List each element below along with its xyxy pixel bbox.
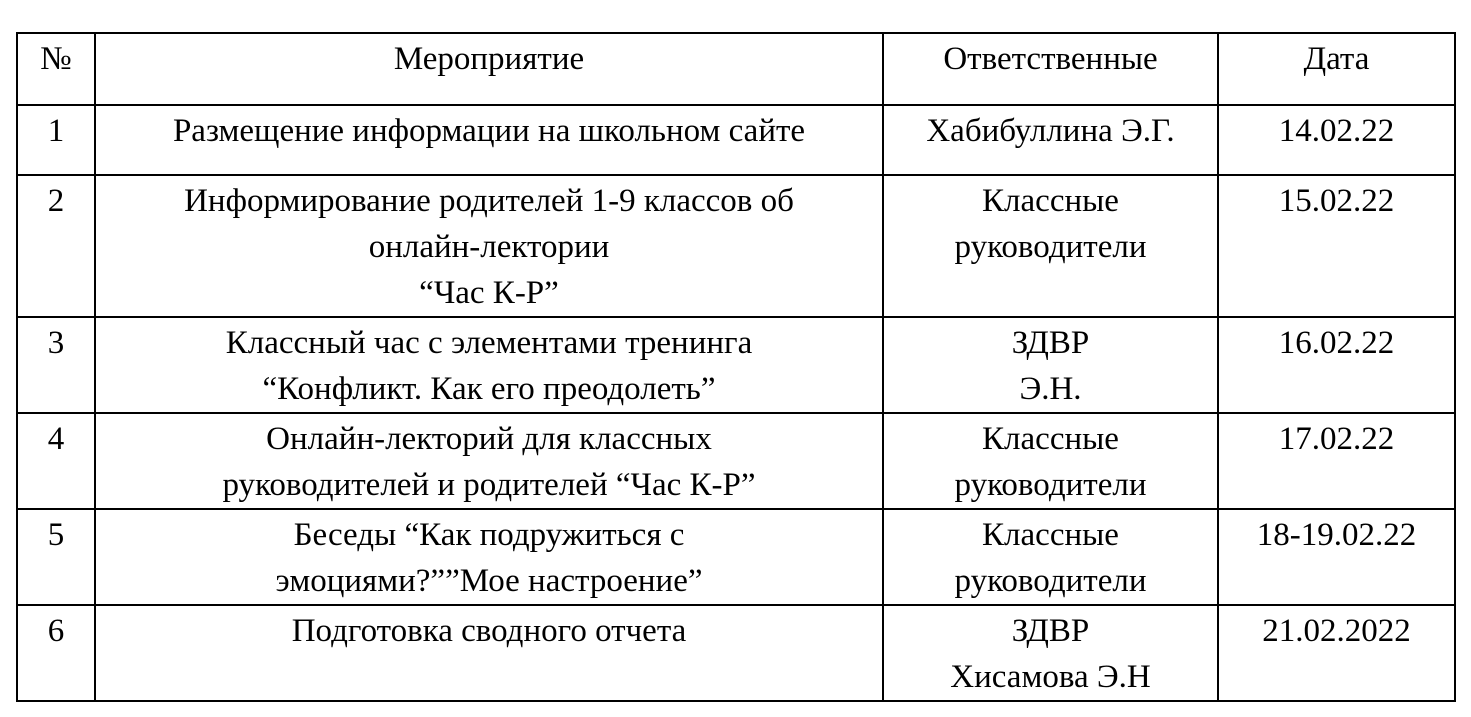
responsible-line: ЗДВР <box>1011 613 1090 649</box>
table-row <box>17 175 1455 317</box>
responsible-line: руководители <box>954 467 1147 503</box>
row-number: 6 <box>17 605 95 701</box>
row-date: 21.02.2022 <box>1218 605 1455 701</box>
responsible-line: Классные <box>982 421 1119 457</box>
row-date: 14.02.22 <box>1218 105 1455 175</box>
table-header-row <box>17 33 1455 105</box>
event-line: Беседы “Как подружиться с <box>293 517 685 553</box>
event-line: эмоциями?””Мое настроение” <box>275 563 703 599</box>
event-line: Размещение информации на школьном сайте <box>172 113 806 149</box>
events-table <box>16 32 1456 702</box>
row-event <box>95 317 883 413</box>
row-number: 5 <box>17 509 95 605</box>
event-line: “Час К-Р” <box>419 275 559 311</box>
row-date: 15.02.22 <box>1218 175 1455 317</box>
row-responsible <box>883 605 1218 701</box>
row-responsible <box>883 317 1218 413</box>
table-row <box>17 509 1455 605</box>
table-row <box>17 413 1455 509</box>
event-line: Классный час с элементами тренинга <box>225 325 753 361</box>
responsible-line: Классные <box>982 517 1119 553</box>
header-event: Мероприятие <box>95 33 883 105</box>
responsible-line: Хабибуллина Э.Г. <box>926 113 1175 149</box>
event-line: онлайн-лектории <box>368 229 610 265</box>
row-number: 4 <box>17 413 95 509</box>
row-responsible <box>883 509 1218 605</box>
row-event <box>95 605 883 701</box>
row-responsible <box>883 105 1218 175</box>
row-event <box>95 105 883 175</box>
table-row <box>17 105 1455 175</box>
row-date: 18-19.02.22 <box>1218 509 1455 605</box>
responsible-line: ЗДВР <box>1011 325 1090 361</box>
row-date: 17.02.22 <box>1218 413 1455 509</box>
responsible-line: Классные <box>982 183 1119 219</box>
row-event <box>95 509 883 605</box>
row-number: 3 <box>17 317 95 413</box>
row-responsible <box>883 413 1218 509</box>
event-line: Подготовка сводного отчета <box>291 613 687 649</box>
table-row <box>17 317 1455 413</box>
table-row <box>17 605 1455 701</box>
event-line: “Конфликт. Как его преодолеть” <box>262 371 716 407</box>
row-event <box>95 413 883 509</box>
responsible-line: Э.Н. <box>1019 371 1082 407</box>
responsible-line: руководители <box>954 229 1147 265</box>
header-date: Дата <box>1218 33 1455 105</box>
row-number: 2 <box>17 175 95 317</box>
header-responsible: Ответственные <box>883 33 1218 105</box>
event-line: руководителей и родителей “Час К-Р” <box>222 467 756 503</box>
row-date: 16.02.22 <box>1218 317 1455 413</box>
header-number: № <box>17 33 95 105</box>
responsible-line: Хисамова Э.Н <box>950 659 1151 695</box>
event-line: Информирование родителей 1-9 классов об <box>184 183 794 219</box>
row-number: 1 <box>17 105 95 175</box>
row-responsible <box>883 175 1218 317</box>
row-event <box>95 175 883 317</box>
event-line: Онлайн-лекторий для классных <box>266 421 712 457</box>
responsible-line: руководители <box>954 563 1147 599</box>
